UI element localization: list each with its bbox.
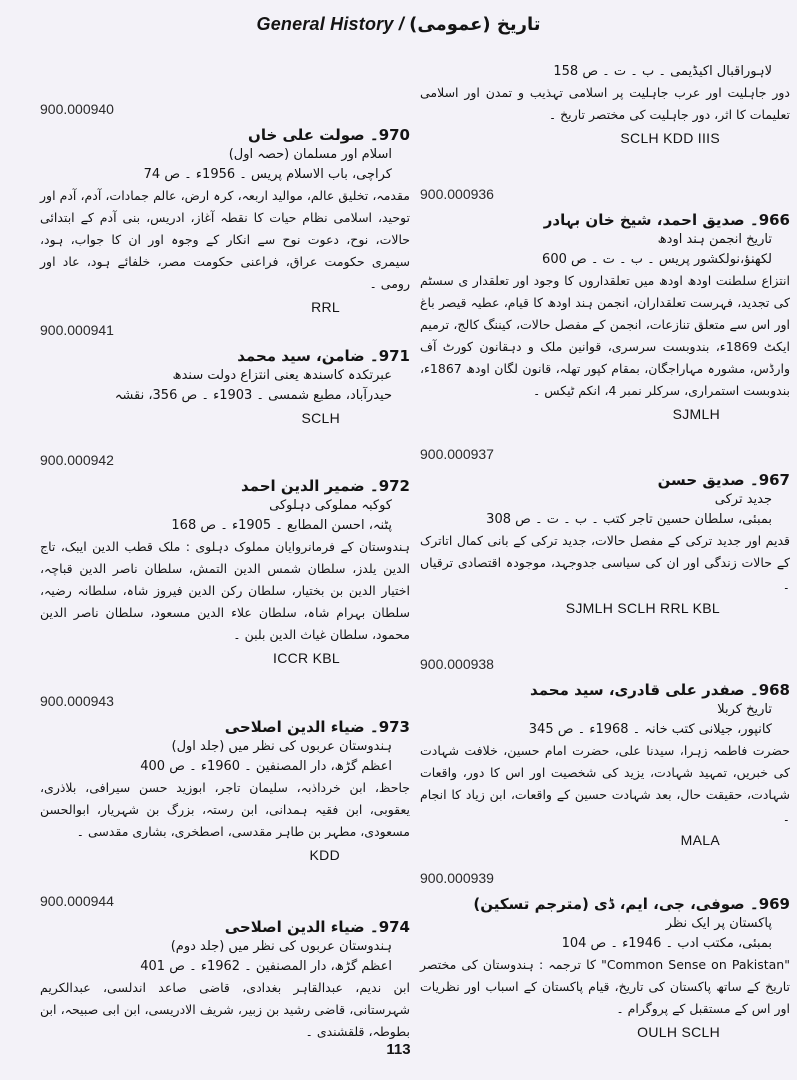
entry-contents: قدیم اور جدید ترکی کے مفصل حالات، جدید ترکی کے بانی کمال اتاترک کے حالات زندگی اور ان کی سیاسی جدوجہد، موجودہ اقتصادی ترقیاں ۔	[420, 533, 790, 592]
catalog-entry-973	[40, 693, 410, 863]
entry-title: 971۔ ضامن، سید محمد	[237, 347, 410, 365]
catalog-entry-969	[420, 870, 790, 1040]
library-codes: SCLH	[301, 410, 340, 426]
page-header	[0, 14, 797, 35]
accession-number: 900.000940	[40, 101, 114, 117]
library-codes: SJMLH	[672, 406, 720, 422]
entry-title: 972۔ ضمیر الدین احمد	[240, 477, 410, 495]
entry-detail: تاریخ انجمن ہند اودھ	[657, 232, 772, 247]
entry-contents: ہندوستان کے فرمانروایان مملوک دہلوی : ملک قطب الدین ایبک، تاج الدین یلدز، سلطان شمس الدین التمش، سلطان ناصر الدین قباچہ، اختیار الدین بن بختیار، سلطان رکن الدین فیروز شاہ، سلطانہ رضیہ، سلطان بہرام شاہ، سلطان علاء الدین مسعود، سلطان ناصر الدین محمود، سلطان غیاث الدین بلبن ۔	[40, 539, 410, 642]
accession-number: 900.000941	[40, 322, 114, 338]
entry-contents: انتزاع سلطنت اودھ اودھ میں تعلقداروں کا وجود اور تعلقدار ی سسٹم کی تجدید، فہرست تعلقداران، انجمن ہند اودھ کا قیام، عطیہ قیصر باغ اور اس سے متعلق تنازعات، انجمن کے مفصل حالات، کیننگ کالج، ترمیم ایکٹ 1869ء، بندوبست سرسری، قوانین ملک و دہقانون کورٹ آف وارڈس، مشورہ مہاراجگان، بمقام کپور تھلہ، قانون لگان اودھ 1867ء، بندوبست استمراری، سرکلر نمبر 4، انکم ٹیکس ۔	[420, 273, 790, 398]
entry-detail: بمبئی، سلطان حسین تاجر کتب ۔ ب ۔ ت ۔ ص 308	[486, 512, 772, 527]
entry-title: 968۔ صفدر علی قادری، سید محمد	[530, 681, 790, 699]
accession-number: 900.000938	[420, 656, 494, 672]
library-codes: KDD	[309, 847, 340, 863]
accession-number: 900.000937	[420, 446, 494, 462]
entry-contents: دور جاہلیت اور عرب جاہلیت پر اسلامی تہذیب و تمدن اور اسلامی تعلیمات کا اثر، دور جاہلیت کی مختصر تاریخ ۔	[420, 85, 790, 122]
entry-detail: کراچی، باب الاسلام پریس ۔ 1956ء ۔ ص 74	[143, 167, 392, 182]
entry-detail: بمبئی، مکتب ادب ۔ 1946ء ۔ ص 104	[561, 936, 772, 951]
entry-title: 969۔ صوفی، جی، ایم، ڈی (مترجم تسکین)	[473, 895, 790, 913]
entry-detail: اعظم گڑھ، دار المصنفین ۔ 1962ء ۔ ص 401	[140, 959, 392, 974]
header-title-en: General History /	[256, 14, 404, 34]
entry-detail: پاکستان پر ایک نظر	[665, 916, 772, 931]
library-codes: SJMLH SCLH RRL KBL	[565, 600, 720, 616]
catalog-entry-974	[40, 893, 410, 1043]
catalog-entry-972	[40, 452, 410, 666]
entry-detail: اعظم گڑھ، دار المصنفین ۔ 1960ء ۔ ص 400	[140, 759, 392, 774]
catalog-entry-966	[420, 186, 790, 422]
library-codes: OULH SCLH	[637, 1024, 720, 1040]
library-codes: MALA	[680, 832, 720, 848]
entry-title: 966۔ صدیق احمد، شیخ خان بہادر	[543, 211, 790, 229]
entry-detail: عبرتکدہ کاسندھ یعنی انتزاع دولت سندھ	[172, 368, 392, 383]
library-codes: RRL	[311, 299, 340, 315]
entry-contents: جاحظ، ابن خرداذبہ، سلیمان تاجر، ابوزید حسن سیرافی، بلاذری، یعقوبی، ابن فقیہ ہمدانی، ابن رستہ، بزرگ بن شہریار، ابوالحسن مسعودی، مطہر بن طاہر مقدسی، اصطخری، بشاری مقدسی ۔	[40, 780, 410, 839]
entry-title: 970۔ صولت علی خاں	[248, 126, 410, 144]
catalog-entry-971	[40, 322, 410, 426]
catalog-entry-970	[40, 101, 410, 315]
entry-detail: تاریخ کربلا	[717, 702, 772, 717]
entry-detail: ہندوستان عربوں کی نظر میں (جلد دوم)	[170, 939, 392, 954]
page-number: 113	[386, 1041, 411, 1058]
catalog-entry-cont	[420, 62, 790, 146]
catalog-entry-968	[420, 656, 790, 848]
entry-detail: حیدرآباد، مطبع شمسی ۔ 1903ء ۔ ص 356، نقشہ	[114, 388, 392, 403]
entry-title: 974۔ ضیاء الدین اصلاحی	[224, 918, 410, 936]
accession-number: 900.000936	[420, 186, 494, 202]
entry-detail: کوکبہ مملوکی دہلوکی	[269, 498, 392, 513]
library-codes: SCLH KDD IIIS	[620, 130, 720, 146]
accession-number: 900.000944	[40, 893, 114, 909]
catalog-entry-967	[420, 446, 790, 616]
entry-detail: جدید ترکی	[714, 492, 772, 507]
accession-number: 900.000943	[40, 693, 114, 709]
entry-detail: پٹنہ، احسن المطابع ۔ 1905ء ۔ ص 168	[171, 518, 392, 533]
entry-contents: مقدمہ، تخلیق عالم، موالید اربعہ، کرہ ارض، عالم جمادات، آدم، آدم اور توحید، اسلامی نظام حیات کا نقطہ آغاز، ادریس، بنی آدم کے ابتدائی حالات، نوح، دعوت نوح سے انکار کے وجوہ اور ان کا جواب، ہود، سیمری حکومت عراق، فراعنی حکومت مصر، خلفائے ہود، عاد اور رومی ۔	[40, 188, 410, 291]
accession-number: 900.000942	[40, 452, 114, 468]
entry-detail: لکھنؤ،نولکشور پریس ۔ ب ۔ ت ۔ ص 600	[542, 252, 772, 267]
entry-detail: لاہوراقبال اکیڈیمی ۔ ب ۔ ت ۔ ص 158	[553, 64, 772, 79]
accession-number: 900.000939	[420, 870, 494, 886]
entry-title: 967۔ صدیق حسن	[657, 471, 790, 489]
header-title-ur: تاریخ (عمومی)	[409, 14, 541, 35]
entry-contents: "Common Sense on Pakistan" کا ترجمہ : ہندوستان کی مختصر تاریخ کے ساتھ پاکستان کی تاریخ، قیام پاکستان کے اسباب اور نظریات اور اس کے مستقبل کے پروگرام ۔	[420, 957, 790, 1016]
entry-detail: کانپور، جیلانی کتب خانہ ۔ 1968ء ۔ ص 345	[528, 722, 772, 737]
entry-contents: ابن ندیم، عبدالقاہر بغدادی، قاضی صاعد اندلسی، عبدالکریم شہرستانی، قاضی رشید بن زبیر، شریف الادریسی، ابن ابی صبیحہ، ابن بطوطہ، قلقشندی ۔	[40, 980, 410, 1039]
library-codes: ICCR KBL	[273, 650, 340, 666]
entry-detail: ہندوستان عربوں کی نظر میں (جلد اول)	[171, 739, 392, 754]
entry-contents: حضرت فاطمہ زہرا، سیدنا علی، حضرت امام حسین، خلافت شہادت کی خبریں، تمہید شہادت، یزید کی شخصیت اور اس کا دور، واقعات شہادت، حقیقت حال، بعد شہادت حسین کے واقعات، ابن زیاد کا انجام ۔	[420, 743, 790, 824]
entry-title: 973۔ ضیاء الدین اصلاحی	[224, 718, 410, 736]
entry-detail: اسلام اور مسلمان (حصہ اول)	[228, 147, 392, 162]
